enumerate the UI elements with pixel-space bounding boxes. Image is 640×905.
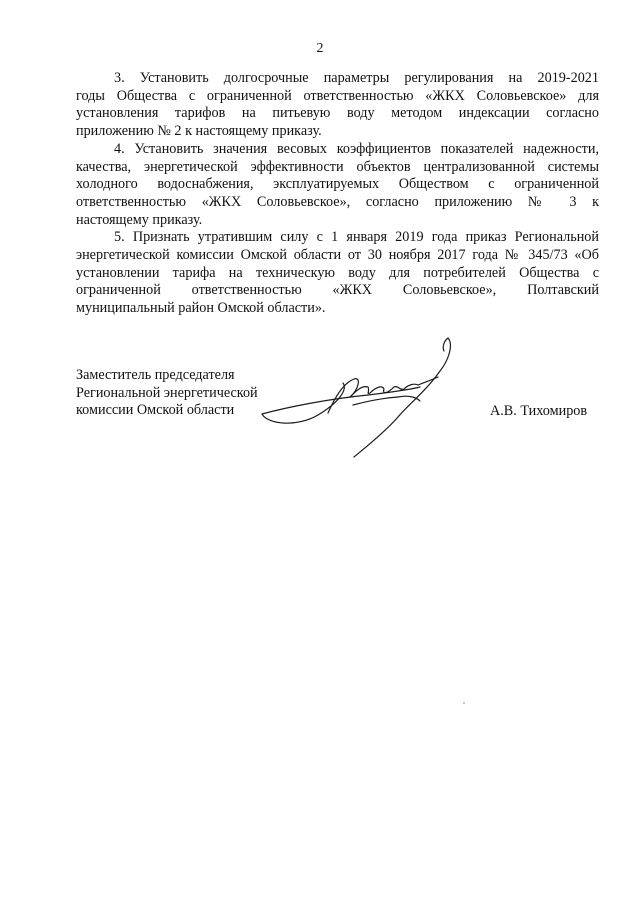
paragraph-line: качества, энергетической эффективности объектов централизованной системы bbox=[76, 158, 599, 175]
page-number: 2 bbox=[316, 41, 324, 56]
paragraph-3 bbox=[76, 70, 599, 141]
paragraph-line: ответственностью «ЖКХ Соловьевское», согласно приложению № 3 к bbox=[76, 193, 599, 210]
paragraph-line: 5. Признать утратившим силу с 1 января 2019 года приказ Региональной bbox=[114, 229, 599, 246]
signer-position bbox=[76, 367, 258, 420]
signer-position-line: Региональной энергетической bbox=[76, 384, 258, 401]
signer-position-line: Заместитель председателя bbox=[76, 367, 235, 383]
scan-speck bbox=[463, 702, 465, 704]
paragraph-line: годы Общества с ограниченной ответственностью «ЖКХ Соловьевское» для bbox=[76, 87, 599, 104]
paragraph-line: 3. Установить долгосрочные параметры регулирования на 2019-2021 bbox=[114, 70, 599, 86]
paragraph-5 bbox=[76, 229, 599, 318]
document-body bbox=[76, 70, 599, 318]
paragraph-line: установлении тарифа на техническую воду для потребителей Общества с bbox=[76, 264, 599, 281]
paragraph-line: ограниченной ответственностью «ЖКХ Соловьевское», Полтавский bbox=[76, 282, 599, 299]
signer-position-line: комиссии Омской области bbox=[76, 402, 235, 419]
paragraph-line: приложению № 2 к настоящему приказу. bbox=[76, 123, 322, 140]
paragraph-line: установления тарифов на питьевую воду методом индексации согласно bbox=[76, 105, 599, 122]
paragraph-line: 4. Установить значения весовых коэффициентов показателей надежности, bbox=[114, 140, 599, 157]
signer-name: А.В. Тихомиров bbox=[490, 403, 588, 419]
paragraph-line: настоящему приказу. bbox=[76, 211, 203, 228]
paragraph-line: холодного водоснабжения, эксплуатируемых Обществом с ограниченной bbox=[76, 176, 599, 193]
paragraph-4 bbox=[76, 141, 599, 230]
handwritten-signature bbox=[258, 335, 468, 465]
paragraph-line: муниципальный район Омской области». bbox=[76, 300, 326, 317]
paragraph-line: энергетической комиссии Омской области от 30 ноября 2017 года № 345/73 «Об bbox=[76, 247, 599, 264]
